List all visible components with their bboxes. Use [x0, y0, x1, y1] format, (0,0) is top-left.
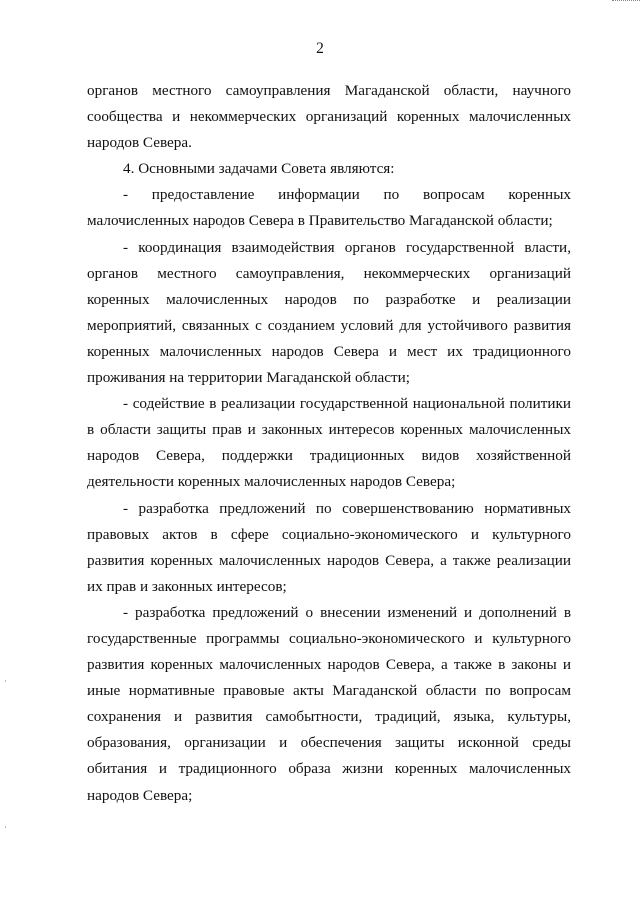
paragraph-task-assistance: - содействие в реализации государственной национальной политики в области защиты прав и законных интересов коренных малочисленных народов Севера, поддержки традиционных видов хозяйственной деятельности коренных малочисленных народов Севера; — [87, 395, 571, 491]
scan-corner-mark — [612, 0, 640, 4]
paragraph-tasks-heading: 4. Основными задачами Совета являются: — [123, 160, 395, 178]
paragraph-task-information: - предоставление информации по вопросам коренных малочисленных народов Севера в Правительство Магаданской области; — [87, 186, 571, 230]
paragraph-task-legal-acts: - разработка предложений по совершенствованию нормативных правовых актов в сфере социально-экономического и культурного развития коренных малочисленных народов Севера, а также реализации их прав и законных интересов; — [87, 499, 571, 595]
scan-margin-mark — [5, 826, 6, 828]
paragraph-task-coordination: - координация взаимодействия органов государственной власти, органов местного самоуправления, некоммерческих организаций коренных малочисленных народов по разработке и реализации мероприятий, связанных с созданием условий для устойчивого развития коренных малочисленных народов Севера и мест их традиционного проживания на территории Магаданской области; — [87, 238, 571, 387]
paragraph-task-programs: - разработка предложений о внесении изменений и дополнений в государственные программы социально-экономического и культурного развития коренных малочисленных народов Севера, а также в законы и иные нормативные правовые акты Магаданской области по вопросам сохранения и развития самобытности, традиций, языка, культуры, образования, организации и обеспечения защиты исконной среды обитания и традиционного образа жизни коренных малочисленных народов Севера; — [87, 603, 571, 804]
paragraph-continuation: органов местного самоуправления Магаданской области, научного сообщества и некоммерческих организаций коренных малочисленных народов Севера. — [87, 82, 571, 152]
page-number: 2 — [316, 40, 324, 57]
document-body — [87, 78, 571, 809]
scan-margin-mark — [5, 680, 6, 682]
